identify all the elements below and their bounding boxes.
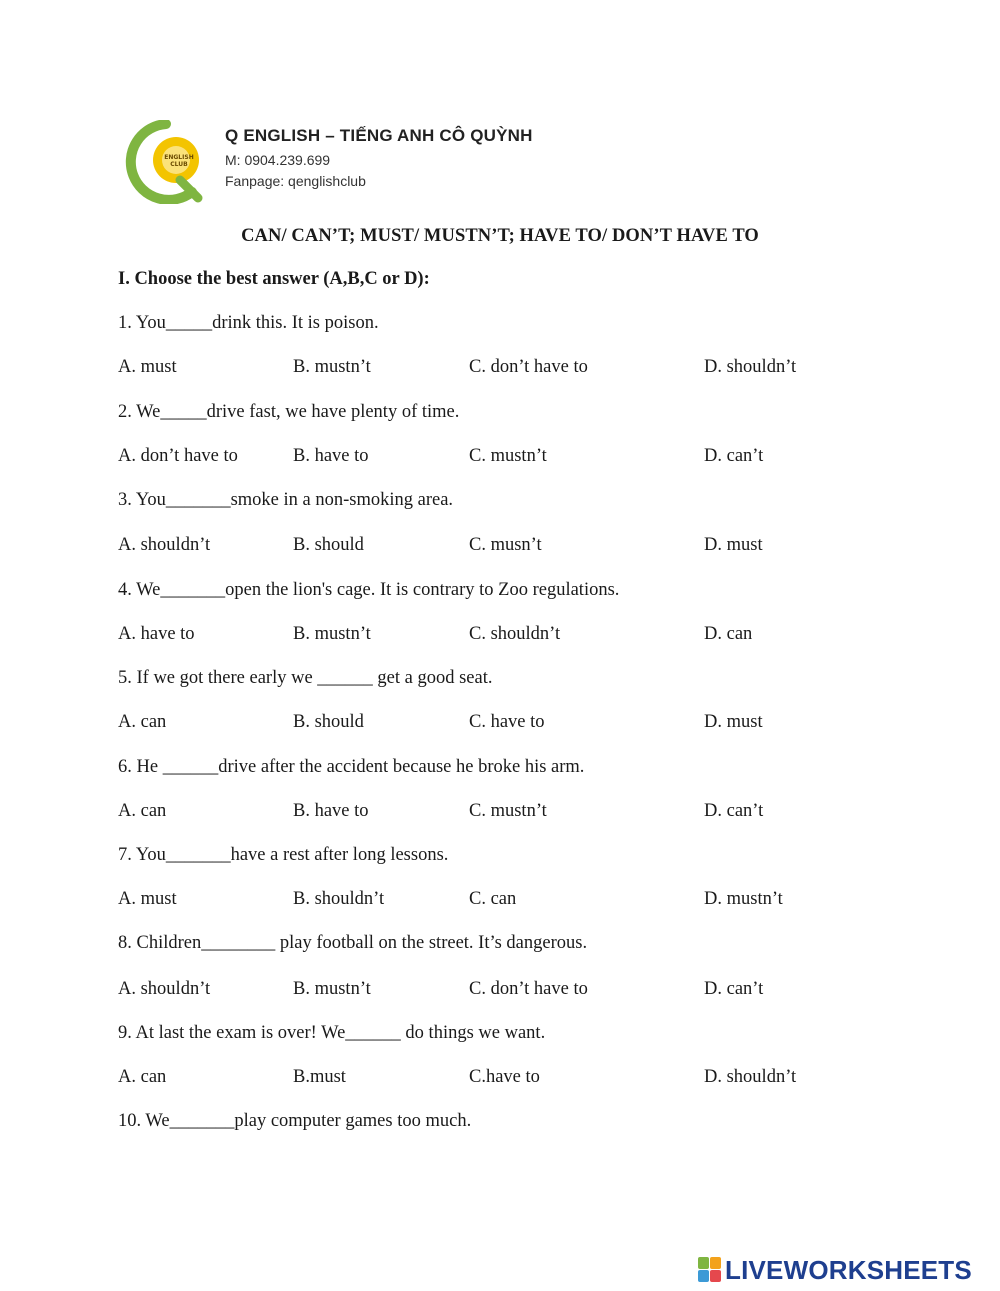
question-text: 1. You_____drink this. It is poison. <box>118 313 379 333</box>
question-text: 10. We_______play computer games too much. <box>118 1111 472 1131</box>
option-d[interactable]: D. can <box>704 624 753 644</box>
brand-fanpage: Fanpage: qenglishclub <box>225 173 366 189</box>
q-english-logo <box>122 120 210 204</box>
option-a[interactable]: A. shouldn’t <box>118 535 211 555</box>
question-text: 3. You_______smoke in a non-smoking area. <box>118 490 454 510</box>
option-d[interactable]: D. can’t <box>704 979 764 999</box>
option-a[interactable]: A. can <box>118 1067 167 1087</box>
option-c[interactable]: C. musn’t <box>469 535 542 555</box>
option-b[interactable]: B. mustn’t <box>293 357 371 377</box>
brand-block <box>225 126 533 189</box>
option-b[interactable]: B. should <box>293 535 364 555</box>
option-a[interactable]: A. shouldn’t <box>118 979 211 999</box>
liveworksheets-logo <box>697 1255 993 1285</box>
question-text: 6. He ______drive after the accident because he broke his arm. <box>118 757 585 777</box>
option-c[interactable]: C. shouldn’t <box>469 624 561 644</box>
question-text: 9. At last the exam is over! We______ do things we want. <box>118 1023 546 1043</box>
question-text: 5. If we got there early we ______ get a good seat. <box>118 668 493 688</box>
option-a[interactable]: A. must <box>118 889 177 909</box>
option-d[interactable]: D. can’t <box>704 446 764 466</box>
liveworksheets-wordmark: LIVEWORKSHEETS <box>725 1255 972 1285</box>
option-b[interactable]: B.must <box>293 1067 346 1087</box>
option-d[interactable]: D. shouldn’t <box>704 1067 797 1087</box>
option-d[interactable]: D. mustn’t <box>704 889 783 909</box>
option-b[interactable]: B. mustn’t <box>293 979 371 999</box>
brand-name: Q ENGLISH – TIẾNG ANH CÔ QUỲNH <box>225 126 533 145</box>
option-d[interactable]: D. shouldn’t <box>704 357 797 377</box>
option-b[interactable]: B. shouldn’t <box>293 889 385 909</box>
option-d[interactable]: D. can’t <box>704 801 764 821</box>
option-c[interactable]: C. don’t have to <box>469 357 588 377</box>
section-heading: I. Choose the best answer (A,B,C or D): <box>118 269 430 289</box>
option-d[interactable]: D. must <box>704 712 763 732</box>
option-c[interactable]: C. can <box>469 889 517 909</box>
option-c[interactable]: C. mustn’t <box>469 446 547 466</box>
option-b[interactable]: B. mustn’t <box>293 624 371 644</box>
option-a[interactable]: A. don’t have to <box>118 446 238 466</box>
option-a[interactable]: A. have to <box>118 624 195 644</box>
logo-lettering: ENGLISH CLUB <box>164 154 194 168</box>
live-tiles-icon <box>697 1255 723 1285</box>
question-text: 4. We_______open the lion's cage. It is contrary to Zoo regulations. <box>118 580 620 600</box>
worksheet-title: CAN/ CAN’T; MUST/ MUSTN’T; HAVE TO/ DON’T HAVE TO <box>241 226 759 246</box>
school-header <box>122 120 622 210</box>
option-b[interactable]: B. have to <box>293 446 369 466</box>
option-a[interactable]: A. can <box>118 801 167 821</box>
option-a[interactable]: A. must <box>118 357 177 377</box>
option-c[interactable]: C.have to <box>469 1067 540 1087</box>
option-b[interactable]: B. should <box>293 712 364 732</box>
option-c[interactable]: C. have to <box>469 712 545 732</box>
option-b[interactable]: B. have to <box>293 801 369 821</box>
option-c[interactable]: C. don’t have to <box>469 979 588 999</box>
option-a[interactable]: A. can <box>118 712 167 732</box>
question-text: 2. We_____drive fast, we have plenty of time. <box>118 402 460 422</box>
option-d[interactable]: D. must <box>704 535 763 555</box>
brand-phone: M: 0904.239.699 <box>225 152 331 168</box>
option-c[interactable]: C. mustn’t <box>469 801 547 821</box>
question-text: 8. Children________ play football on the street. It’s dangerous. <box>118 933 588 953</box>
question-text: 7. You_______have a rest after long lessons. <box>118 845 449 865</box>
